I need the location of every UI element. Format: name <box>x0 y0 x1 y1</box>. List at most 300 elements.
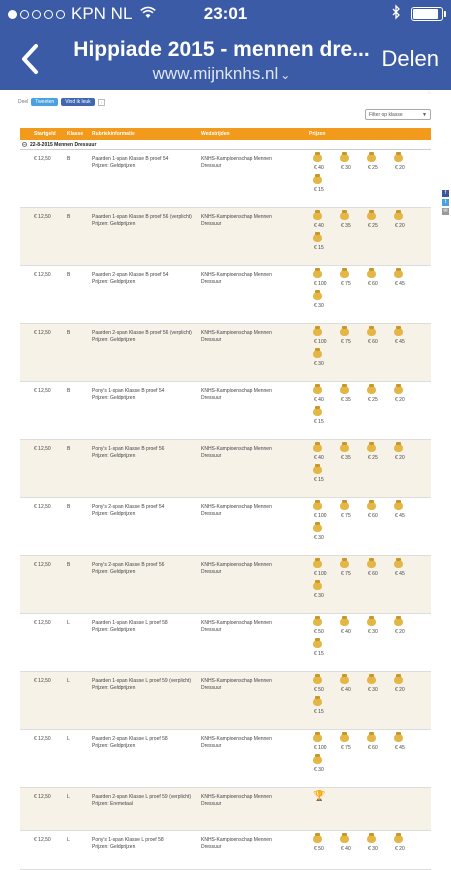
prize-amount: € 30 <box>341 165 351 171</box>
wedstrijd-name: KNHS-Kampioenschap Mennen <box>201 837 272 843</box>
medal-icon <box>367 212 376 220</box>
rubriek-prizes: Prijzen: Geldprijzen <box>92 453 136 459</box>
table-row[interactable] <box>20 788 431 831</box>
prize-amount: € 40 <box>314 165 324 171</box>
prize-item <box>367 835 394 852</box>
prize-item <box>313 835 340 852</box>
prize-item <box>367 212 394 229</box>
wifi-icon <box>140 6 156 23</box>
group-title: 22-8-2015 Mennen Dressuur <box>30 141 97 148</box>
wedstrijd-type: Dressuur <box>201 801 222 807</box>
medal-icon <box>394 502 403 510</box>
rubriek-cell <box>92 736 192 750</box>
medal-icon <box>394 212 403 220</box>
table-row[interactable] <box>20 556 431 614</box>
share-button[interactable]: Delen <box>381 46 439 71</box>
header-rubriek[interactable]: Rubriekinformatie <box>92 131 135 137</box>
tweet-button[interactable]: Tweeten <box>31 98 58 106</box>
rubriek-cell <box>92 446 192 460</box>
klasse-cell: B <box>67 388 71 394</box>
prize-amount: € 40 <box>314 223 324 229</box>
medal-icon <box>340 835 349 843</box>
rubriek-cell <box>92 388 192 402</box>
status-time: 23:01 <box>203 4 248 23</box>
medal-icon <box>313 176 322 184</box>
rubriek-name: Pony's 2-span Klasse B proef 56 <box>92 562 165 568</box>
prize-amount: € 30 <box>314 593 324 599</box>
prize-amount: € 45 <box>395 339 405 345</box>
rubriek-name: Paarden 2-span Klasse L proef 59 (verplicht) <box>92 794 192 800</box>
klasse-cell: L <box>67 736 70 742</box>
prize-amount: € 15 <box>314 187 324 193</box>
rubriek-name: Paarden 1-span Klasse B proef 56 (verplicht) <box>92 214 192 220</box>
wedstrijd-name: KNHS-Kampioenschap Mennen <box>201 214 272 220</box>
wedstrijd-type: Dressuur <box>201 844 222 850</box>
rubriek-cell <box>92 504 192 518</box>
medal-icon <box>340 618 349 626</box>
medal-icon <box>313 444 322 452</box>
wedstrijd-name: KNHS-Kampioenschap Mennen <box>201 678 272 684</box>
prize-item <box>313 292 340 309</box>
prize-amount: € 20 <box>395 223 405 229</box>
rubriek-prizes: Prijzen: Geldprijzen <box>92 627 136 633</box>
prize-amount: € 50 <box>314 629 324 635</box>
prize-amount: € 45 <box>395 281 405 287</box>
wedstrijd-type: Dressuur <box>201 395 222 401</box>
results-table <box>20 128 431 870</box>
prize-amount: € 75 <box>341 571 351 577</box>
prize-item <box>367 328 394 345</box>
prizes-cell <box>313 676 423 715</box>
prize-item <box>313 444 340 461</box>
prize-item <box>313 676 340 693</box>
medal-icon <box>394 560 403 568</box>
startgeld-cell: € 12,50 <box>34 214 51 220</box>
prizes-cell <box>313 328 423 367</box>
medal-icon <box>340 444 349 452</box>
prize-amount: € 20 <box>395 397 405 403</box>
back-button[interactable] <box>0 28 60 90</box>
web-content <box>0 90 451 852</box>
rubriek-name: Paarden 2-span Klasse B proef 56 (verplicht) <box>92 330 192 336</box>
medal-icon <box>367 270 376 278</box>
medal-icon <box>313 292 322 300</box>
group-row[interactable] <box>20 140 431 150</box>
rubriek-cell <box>92 330 192 344</box>
prize-amount: € 35 <box>341 397 351 403</box>
medal-icon <box>340 270 349 278</box>
prize-item <box>367 734 394 751</box>
header-prijzen[interactable]: Prijzen <box>309 131 326 137</box>
medal-icon <box>340 212 349 220</box>
table-row[interactable] <box>20 324 431 382</box>
medal-icon <box>313 270 322 278</box>
twitter-icon[interactable]: t <box>442 199 449 206</box>
rubriek-name: Pony's 1-span Klasse B proef 54 <box>92 388 165 394</box>
wedstrijd-name: KNHS-Kampioenschap Mennen <box>201 156 272 162</box>
prize-item <box>367 270 394 287</box>
navigation-bar <box>0 28 451 90</box>
prize-item <box>313 524 340 541</box>
header-klasse[interactable]: Klasse <box>67 131 84 137</box>
wedstrijd-name: KNHS-Kampioenschap Mennen <box>201 620 272 626</box>
prize-item <box>340 835 367 852</box>
chevron-left-icon <box>19 43 41 75</box>
rubriek-prizes: Prijzen: Geldprijzen <box>92 395 136 401</box>
share-label: Deel <box>18 99 29 105</box>
wedstrijd-type: Dressuur <box>201 279 222 285</box>
startgeld-cell: € 12,50 <box>34 620 51 626</box>
medal-icon <box>313 502 322 510</box>
prize-item <box>394 270 421 287</box>
table-row[interactable] <box>20 208 431 266</box>
wedstrijd-type: Dressuur <box>201 221 222 227</box>
prize-amount: € 20 <box>395 629 405 635</box>
table-row[interactable] <box>20 440 431 498</box>
prize-amount: € 25 <box>368 397 378 403</box>
prize-item <box>367 560 394 577</box>
wedstrijden-cell <box>201 446 301 460</box>
page-url[interactable] <box>72 64 371 84</box>
prize-item <box>340 386 367 403</box>
prize-item <box>313 328 340 345</box>
prize-amount: € 75 <box>341 339 351 345</box>
prize-item <box>313 560 340 577</box>
rubriek-name: Paarden 1-span Klasse B proef 54 <box>92 156 169 162</box>
rubriek-prizes: Prijzen: Geldprijzen <box>92 337 136 343</box>
klasse-cell: B <box>67 156 71 162</box>
side-share-icons <box>442 190 449 215</box>
prize-amount: € 15 <box>314 651 324 657</box>
wedstrijd-name: KNHS-Kampioenschap Mennen <box>201 388 272 394</box>
table-row[interactable] <box>20 266 431 324</box>
prize-amount: € 25 <box>368 223 378 229</box>
wedstrijd-type: Dressuur <box>201 453 222 459</box>
medal-icon <box>394 835 403 843</box>
klasse-cell: B <box>67 272 71 278</box>
prize-amount: € 25 <box>368 165 378 171</box>
prizes-cell <box>313 502 423 541</box>
prize-item <box>394 444 421 461</box>
prize-amount: € 60 <box>368 281 378 287</box>
medal-icon <box>313 386 322 394</box>
medal-icon <box>313 234 322 242</box>
medal-icon <box>394 386 403 394</box>
prize-amount: € 30 <box>314 767 324 773</box>
prize-item <box>313 734 340 751</box>
rubriek-name: Paarden 2-span Klasse B proef 54 <box>92 272 169 278</box>
table-row[interactable] <box>20 831 431 870</box>
prize-amount: € 30 <box>368 629 378 635</box>
medal-icon <box>340 502 349 510</box>
table-row[interactable] <box>20 498 431 556</box>
prize-item <box>367 502 394 519</box>
prize-amount: € 60 <box>368 339 378 345</box>
wedstrijd-type: Dressuur <box>201 627 222 633</box>
prize-item <box>313 386 340 403</box>
medal-icon <box>313 640 322 648</box>
prize-item <box>313 234 340 251</box>
wedstrijden-cell <box>201 620 301 634</box>
wedstrijd-type: Dressuur <box>201 685 222 691</box>
battery-icon <box>411 7 443 21</box>
klasse-cell: L <box>67 678 70 684</box>
medal-icon <box>367 328 376 336</box>
prizes-cell <box>313 386 423 425</box>
prize-item <box>367 444 394 461</box>
medal-icon <box>367 734 376 742</box>
prize-item <box>340 560 367 577</box>
medal-icon <box>313 618 322 626</box>
medal-icon <box>313 698 322 706</box>
prize-item <box>340 154 367 171</box>
prize-item <box>394 676 421 693</box>
prize-item <box>367 676 394 693</box>
rubriek-name: Paarden 1-span Klasse L proef 58 <box>92 620 168 626</box>
rubriek-prizes: Prijzen: Geldprijzen <box>92 163 136 169</box>
prize-item <box>313 618 340 635</box>
wedstrijden-cell <box>201 156 301 170</box>
table-row[interactable] <box>20 672 431 730</box>
medal-icon <box>394 154 403 162</box>
prize-amount: € 40 <box>314 397 324 403</box>
prize-amount: € 45 <box>395 513 405 519</box>
medal-icon <box>313 756 322 764</box>
wedstrijd-name: KNHS-Kampioenschap Mennen <box>201 330 272 336</box>
prize-amount: € 100 <box>314 339 327 345</box>
table-row[interactable] <box>20 614 431 672</box>
medal-icon <box>313 154 322 162</box>
prize-item <box>313 154 340 171</box>
startgeld-cell: € 12,50 <box>34 272 51 278</box>
rubriek-cell <box>92 272 192 286</box>
klasse-cell: B <box>67 330 71 336</box>
trophy-icon: 🏆 <box>313 791 326 802</box>
facebook-icon[interactable]: f <box>442 190 449 197</box>
startgeld-cell: € 12,50 <box>34 837 51 843</box>
prizes-cell <box>313 444 423 483</box>
table-row[interactable] <box>20 150 431 208</box>
prize-amount: € 100 <box>314 513 327 519</box>
prize-amount: € 40 <box>341 629 351 635</box>
medal-icon <box>394 444 403 452</box>
prize-amount: € 60 <box>368 513 378 519</box>
signal-dot <box>56 10 65 19</box>
prize-item <box>394 212 421 229</box>
prize-amount: € 45 <box>395 571 405 577</box>
share-count-icon[interactable]: ◦ <box>98 99 105 106</box>
prize-item <box>340 676 367 693</box>
rubriek-name: Pony's 1-span Klasse B proef 56 <box>92 446 165 452</box>
rubriek-name: Paarden 1-span Klasse L proef 59 (verplicht) <box>92 678 192 684</box>
startgeld-cell: € 12,50 <box>34 446 51 452</box>
medal-icon <box>313 734 322 742</box>
wedstrijden-cell <box>201 562 301 576</box>
wedstrijd-name: KNHS-Kampioenschap Mennen <box>201 272 272 278</box>
prize-amount: € 35 <box>341 455 351 461</box>
medal-icon <box>367 502 376 510</box>
rubriek-name: Pony's 2-span Klasse B proef 54 <box>92 504 165 510</box>
chevron-down-icon: ▼ <box>422 111 427 118</box>
startgeld-cell: € 12,50 <box>34 794 51 800</box>
rubriek-cell <box>92 837 192 851</box>
klasse-cell: B <box>67 214 71 220</box>
prize-item <box>367 154 394 171</box>
prize-item <box>340 328 367 345</box>
prize-item <box>313 176 340 193</box>
prize-amount: € 15 <box>314 709 324 715</box>
prize-amount: € 35 <box>341 223 351 229</box>
prize-amount: € 20 <box>395 455 405 461</box>
klasse-cell: B <box>67 562 71 568</box>
signal-strength-icon <box>8 10 65 19</box>
wedstrijden-cell <box>201 837 301 851</box>
wedstrijden-cell <box>201 272 301 286</box>
social-share-row <box>18 98 105 106</box>
prize-item <box>367 618 394 635</box>
medal-icon <box>313 408 322 416</box>
page-title: Hippiade 2015 - mennen dre... <box>73 38 370 61</box>
header-startgeld[interactable]: Startgeld <box>34 131 56 137</box>
prize-item <box>340 270 367 287</box>
medal-icon <box>367 676 376 684</box>
medal-icon <box>367 154 376 162</box>
klasse-cell: B <box>67 446 71 452</box>
rubriek-prizes: Prijzen: Geldprijzen <box>92 743 136 749</box>
startgeld-cell: € 12,50 <box>34 504 51 510</box>
prize-amount: € 50 <box>314 687 324 693</box>
prize-item <box>313 640 340 657</box>
medal-icon <box>340 734 349 742</box>
prize-item <box>340 444 367 461</box>
wedstrijd-type: Dressuur <box>201 337 222 343</box>
prize-item <box>394 328 421 345</box>
signal-dot <box>8 10 17 19</box>
medal-icon <box>313 676 322 684</box>
prize-item <box>394 386 421 403</box>
prize-amount: € 60 <box>368 571 378 577</box>
wedstrijd-type: Dressuur <box>201 743 222 749</box>
rubriek-name: Pony's 1-span Klasse L proef 58 <box>92 837 164 843</box>
prize-item <box>313 582 340 599</box>
medal-icon <box>394 270 403 278</box>
wedstrijd-name: KNHS-Kampioenschap Mennen <box>201 446 272 452</box>
prize-item <box>313 466 340 483</box>
signal-dot <box>44 10 53 19</box>
prize-item <box>394 502 421 519</box>
medal-icon <box>340 560 349 568</box>
medal-icon <box>313 328 322 336</box>
rubriek-cell <box>92 678 192 692</box>
chevron-down-icon: ⌄ <box>280 68 291 82</box>
status-bar <box>0 0 451 28</box>
prizes-cell <box>313 154 423 193</box>
facebook-like-button[interactable]: Vind ik leuk <box>61 98 94 106</box>
prize-amount: € 75 <box>341 513 351 519</box>
rubriek-prizes: Prijzen: Geldprijzen <box>92 279 136 285</box>
prize-item <box>394 154 421 171</box>
rubriek-cell <box>92 794 192 808</box>
prizes-cell <box>313 270 423 309</box>
prize-amount: € 100 <box>314 745 327 751</box>
prize-amount: € 20 <box>395 846 405 852</box>
mail-icon[interactable]: ✉ <box>443 208 448 214</box>
wedstrijden-cell <box>201 678 301 692</box>
wedstrijden-cell <box>201 736 301 750</box>
prize-item <box>313 270 340 287</box>
prize-amount: € 60 <box>368 745 378 751</box>
table-row[interactable] <box>20 730 431 788</box>
prize-item <box>313 502 340 519</box>
wedstrijd-name: KNHS-Kampioenschap Mennen <box>201 794 272 800</box>
prize-item <box>313 756 340 773</box>
wedstrijd-name: KNHS-Kampioenschap Mennen <box>201 504 272 510</box>
small-link-icon[interactable]: ◌ <box>428 90 431 96</box>
table-body <box>20 150 431 870</box>
rubriek-prizes: Prijzen: Geldprijzen <box>92 569 136 575</box>
wedstrijd-name: KNHS-Kampioenschap Mennen <box>201 736 272 742</box>
signal-dot <box>32 10 41 19</box>
startgeld-cell: € 12,50 <box>34 562 51 568</box>
medal-icon <box>313 466 322 474</box>
filter-class-select[interactable] <box>365 109 431 120</box>
prizes-cell <box>313 792 423 802</box>
prize-item <box>340 734 367 751</box>
header-wedstrijden[interactable]: Wedstrijden <box>201 131 230 137</box>
wedstrijden-cell <box>201 388 301 402</box>
rubriek-cell <box>92 562 192 576</box>
prize-item <box>394 560 421 577</box>
startgeld-cell: € 12,50 <box>34 388 51 394</box>
rubriek-cell <box>92 214 192 228</box>
prize-amount: € 100 <box>314 281 327 287</box>
carrier-label: KPN NL <box>71 4 133 23</box>
startgeld-cell: € 12,50 <box>34 736 51 742</box>
collapse-icon[interactable]: − <box>23 142 26 147</box>
bluetooth-icon <box>392 5 401 23</box>
prize-item <box>313 350 340 367</box>
startgeld-cell: € 12,50 <box>34 678 51 684</box>
rubriek-prizes: Prijzen: Geldprijzen <box>92 685 136 691</box>
startgeld-cell: € 12,50 <box>34 330 51 336</box>
prizes-cell <box>313 212 423 251</box>
wedstrijden-cell <box>201 330 301 344</box>
wedstrijden-cell <box>201 214 301 228</box>
prize-amount: € 100 <box>314 571 327 577</box>
wedstrijd-type: Dressuur <box>201 511 222 517</box>
prize-amount: € 40 <box>341 846 351 852</box>
medal-icon <box>313 582 322 590</box>
table-row[interactable] <box>20 382 431 440</box>
startgeld-cell: € 12,50 <box>34 156 51 162</box>
medal-icon <box>367 618 376 626</box>
prize-item <box>367 386 394 403</box>
rubriek-prizes: Prijzen: Eremetaal <box>92 801 133 807</box>
medal-icon <box>313 835 322 843</box>
medal-icon <box>340 386 349 394</box>
prizes-cell <box>313 835 423 852</box>
prize-item <box>340 618 367 635</box>
prize-amount: € 75 <box>341 281 351 287</box>
prize-item <box>313 408 340 425</box>
prize-amount: € 30 <box>314 303 324 309</box>
prize-amount: € 30 <box>368 687 378 693</box>
medal-icon <box>394 676 403 684</box>
prize-amount: € 20 <box>395 687 405 693</box>
wedstrijd-type: Dressuur <box>201 569 222 575</box>
prize-item <box>340 502 367 519</box>
medal-icon <box>340 154 349 162</box>
